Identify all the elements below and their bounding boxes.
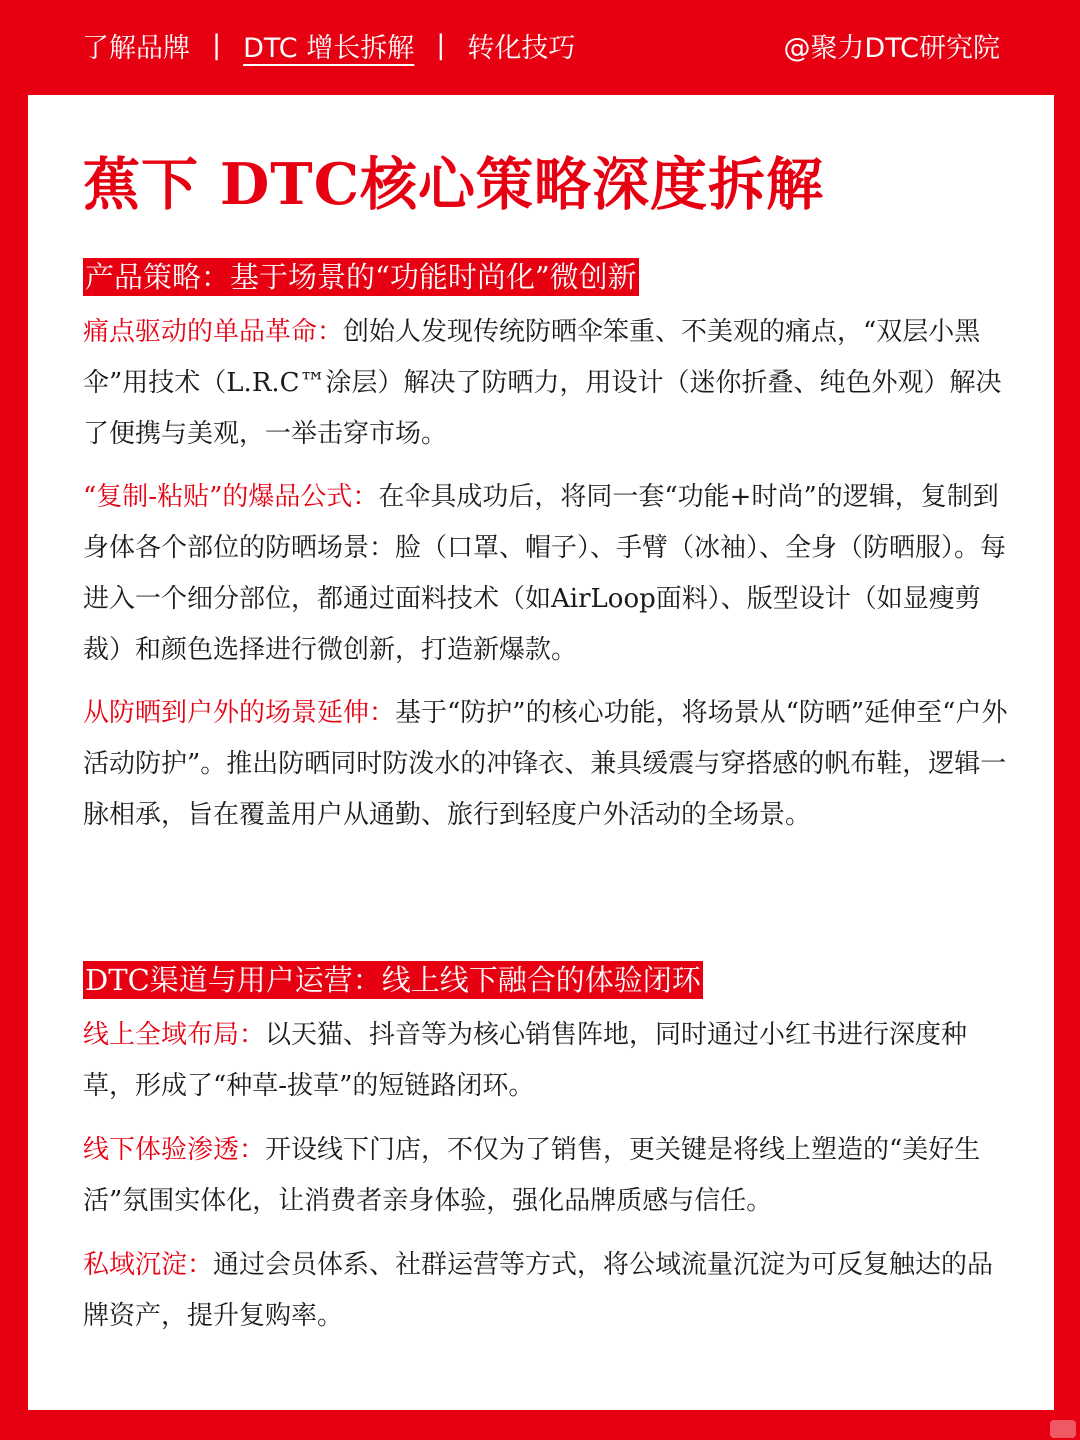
paragraph-body: 在伞具成功后，将同一套“功能+时尚”的逻辑，复制到身体各个部位的防晒场景：脸（口罩、帽子）、手臂（冰袖）、全身（防晒服）。每进入一个细分部位，都通过面料技术（如AirLoop面料）、版型设计（如显瘦剪裁）和颜色选择进行微创新，打造新爆款。 bbox=[83, 482, 1007, 665]
nav-separator: | bbox=[436, 30, 446, 61]
paragraph-body: 创始人发现传统防晒伞笨重、不美观的痛点，“双层小黑伞”用技术（L.R.C™涂层）解决了防晒力，用设计（迷你折叠、纯色外观）解决了便携与美观，一举击穿市场。 bbox=[83, 317, 1002, 449]
paragraph-lead: 线下体验渗透： bbox=[83, 1135, 266, 1165]
corner-watermark bbox=[1050, 1420, 1076, 1438]
nav-separator: | bbox=[212, 30, 222, 61]
nav-link-brand[interactable]: 了解品牌 bbox=[82, 33, 190, 64]
content-card bbox=[28, 95, 1054, 1410]
paragraph-lead: 线上全域布局： bbox=[83, 1020, 266, 1050]
paragraph-online-layout bbox=[83, 1010, 1008, 1112]
section-heading-product-strategy: 产品策略：基于场景的“功能时尚化”微创新 bbox=[85, 260, 637, 294]
account-handle[interactable]: @聚力DTC研究院 bbox=[783, 33, 1000, 64]
paragraph-body: 以天猫、抖音等为核心销售阵地，同时通过小红书进行深度种草，形成了“种草-拔草”的短链路闭环。 bbox=[83, 1020, 968, 1101]
paragraph-pain-point bbox=[83, 307, 1008, 460]
paragraph-lead: 痛点驱动的单品革命： bbox=[83, 317, 344, 347]
paragraph-body: 基于“防护”的核心功能，将场景从“防晒”延伸至“户外活动防护”。推出防晒同时防泼水的冲锋衣、兼具缓震与穿搭感的帆布鞋，逻辑一脉相承，旨在覆盖用户从通勤、旅行到轻度户外活动的全场景。 bbox=[83, 698, 1008, 830]
paragraph-private-domain bbox=[83, 1240, 1008, 1342]
nav-link-dtc-growth[interactable]: DTC 增长拆解 bbox=[243, 33, 415, 64]
paragraph-offline-experience bbox=[83, 1125, 1008, 1227]
page-title: 蕉下 DTC核心策略深度拆解 bbox=[83, 151, 825, 218]
paragraph-lead: “复制-粘贴”的爆品公式： bbox=[83, 482, 379, 512]
paragraph-body: 通过会员体系、社群运营等方式，将公域流量沉淀为可反复触达的品牌资产，提升复购率。 bbox=[83, 1250, 994, 1331]
paragraph-body: 开设线下门店，不仅为了销售，更关键是将线上塑造的“美好生活”氛围实体化，让消费者亲身体验，强化品牌质感与信任。 bbox=[83, 1135, 981, 1216]
section-heading-dtc-channel: DTC渠道与用户运营：线上线下融合的体验闭环 bbox=[85, 963, 701, 997]
paragraph-lead: 私域沉淀： bbox=[83, 1250, 214, 1280]
top-navigation-bar bbox=[0, 0, 1080, 95]
paragraph-scene-extension bbox=[83, 688, 1008, 841]
paragraph-lead: 从防晒到户外的场景延伸： bbox=[83, 698, 396, 728]
nav-links bbox=[82, 26, 575, 65]
paragraph-copy-paste-formula bbox=[83, 472, 1008, 676]
nav-link-conversion[interactable]: 转化技巧 bbox=[467, 33, 576, 64]
